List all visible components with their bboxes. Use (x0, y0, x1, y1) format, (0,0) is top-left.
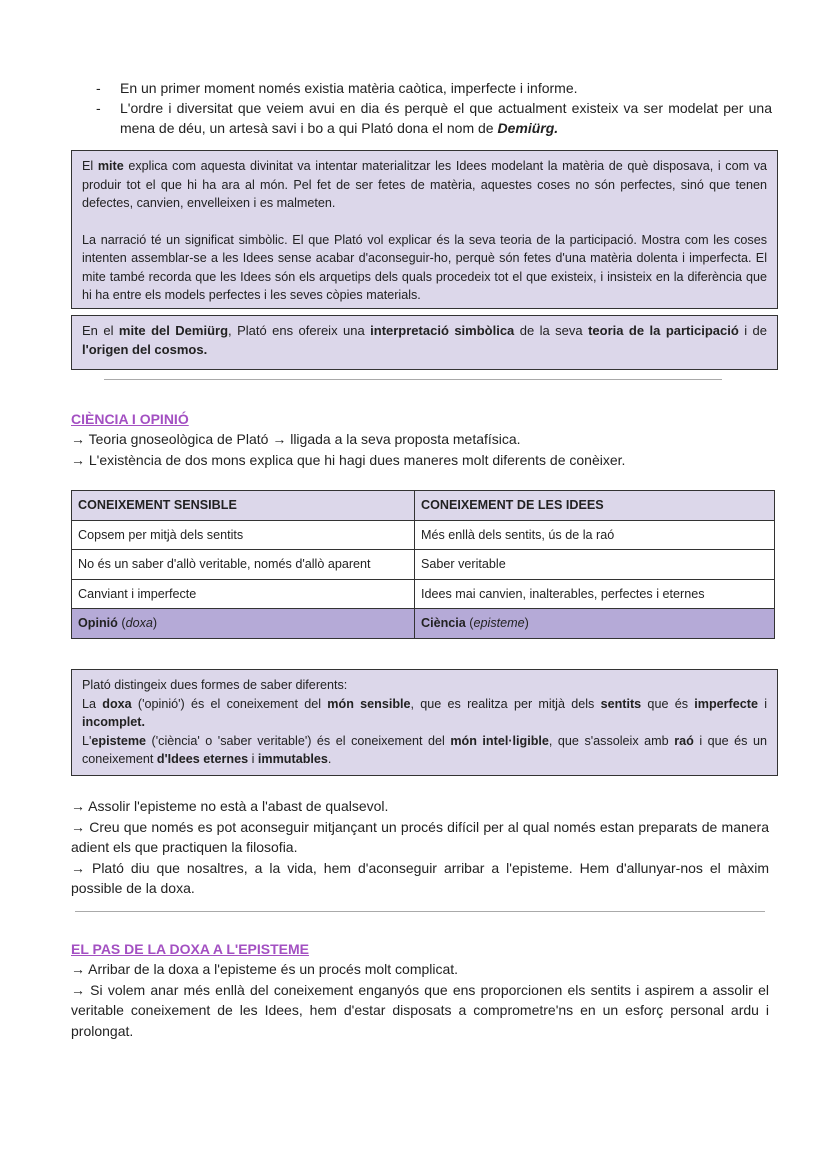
text-run: raó (674, 733, 694, 748)
table-row (72, 579, 775, 609)
text-run: d'Idees eternes (156, 752, 249, 766)
text-run: món intel·ligible (450, 733, 549, 748)
text-run: Opinió (78, 616, 118, 631)
knowledge-comparison-table (71, 490, 775, 639)
text-run: ( (117, 616, 126, 631)
box-paragraph (82, 676, 767, 695)
text-run: sentits (600, 696, 642, 711)
text-run: En el (82, 323, 119, 338)
text-run: El (82, 159, 98, 173)
table-cell: Idees mai canvien, inalterables, perfectes i eternes (415, 579, 775, 609)
text-run: → Assolir l'episteme no està a l'abast de qualsevol. (71, 798, 389, 814)
text-run: món sensible (327, 696, 411, 711)
box-paragraph (82, 157, 767, 213)
box-paragraph (82, 695, 767, 732)
text-run: i (757, 696, 768, 711)
text-run: → L'existència de dos mons explica que hi hagi dues maneres molt diferents de conèixer. (71, 451, 626, 468)
text-run: → Arribar de la doxa a l'episteme és un procés molt complicat. (71, 961, 459, 977)
table-cell: Saber veritable (415, 550, 775, 580)
text-run: episteme (91, 733, 147, 748)
text-run: explica com aquesta divinitat va intentar materialitzar les Idees modelant la matèria de què disposava, i com va produir tot el que hi ha ara al món. Pel fet de ser fetes de matèria, aquestes coses no són perfectes, sinó que tenen defectes, canvien, envelleixen i es malmeten. (82, 159, 767, 210)
divider (104, 379, 722, 380)
text-run: episteme (473, 616, 525, 631)
section-heading-ciencia-opinio: CIÈNCIA I OPINIÓ (71, 411, 189, 427)
box-paragraph (82, 732, 767, 769)
text-run: interpretació simbòlica (370, 323, 515, 338)
arrow-line (71, 817, 769, 858)
text-run: La (82, 696, 103, 711)
text-run: ) (152, 616, 158, 631)
text-run: L'ordre i diversitat que veiem avui en dia és perquè el que actualment existeix va ser modelat per una mena de déu, un artesà savi i bo a qui Plató dona el nom de (120, 100, 772, 136)
text-run: que és (641, 696, 695, 711)
text-run: immutables (257, 752, 328, 766)
text-run: → Creu que només es pot aconseguir mitjançant un procés difícil per al qual només estan preparats de manera adient els que practiquen la filosofia. (71, 818, 769, 855)
doxa-episteme-box (71, 669, 778, 776)
bullet-item (92, 98, 772, 138)
table-footer-row (72, 609, 775, 639)
intro-bullet-list (92, 78, 772, 138)
text-run: doxa (102, 696, 132, 711)
text-run: mite del Demiürg (118, 323, 229, 338)
text-run: → Si volem anar més enllà del coneixement enganyós que ens proporcionen els sentits i aspirem a assolir el veritable coneixement de les Idees, hem d'estar disposats a comprometre'ns en un esforç personal ardu i prolongat. (71, 981, 769, 1039)
text-run: , Plató ens ofereix una (228, 323, 371, 338)
text-run: de la seva (514, 323, 589, 338)
table-footer-cell (415, 609, 775, 639)
table-footer-cell (72, 609, 415, 639)
table-header-cell: CONEIXEMENT DE LES IDEES (415, 491, 775, 521)
arrow-line (71, 429, 769, 450)
text-run: → Plató diu que nosaltres, a la vida, hem d'aconseguir arribar a l'episteme. Hem d'allunyar-nos el màxim possible de la doxa. (71, 859, 769, 896)
text-run: incomplet. (82, 715, 145, 729)
table-row (72, 520, 775, 550)
table-header-cell: CONEIXEMENT SENSIBLE (72, 491, 415, 521)
text-run: , que s'assoleix amb (548, 733, 675, 748)
box-paragraph (82, 322, 767, 359)
arrow-line (71, 796, 769, 817)
text-run: i de (738, 323, 768, 338)
text-run: Plató distingeix dues formes de saber diferents: (82, 678, 348, 692)
section2-lines (71, 959, 769, 1041)
box-paragraph (82, 231, 767, 305)
text-run: teoria de la participació (588, 323, 739, 338)
table-cell: Canviant i imperfecte (72, 579, 415, 609)
arrow-line (71, 980, 769, 1042)
text-run: Ciència (421, 616, 466, 631)
episteme-lines (71, 796, 769, 899)
text-run: i que és un coneixement (82, 733, 767, 766)
text-run: , que es realitza per mitjà dels (410, 696, 601, 711)
text-run: Demiürg. (497, 120, 559, 136)
text-run: . (327, 752, 332, 766)
text-run: La narració té un significat simbòlic. El que Plató vol explicar és la seva teoria de la participació. Mostra com les coses intenten assemblar-se a les Idees sense acabar d'aconseguir-ho, perquè són fetes d'una matèria dolenta i imperfecta. El mite també recorda que les Idees són els arquetips dels quals procedeix tot el que existeix, i insisteix en la diferència que hi ha entre els models perfectes i les seves còpies materials. (82, 232, 767, 302)
text-run: mite (97, 159, 124, 173)
table-row (72, 550, 775, 580)
text-run: doxa (125, 616, 153, 631)
text-run: L' (82, 733, 92, 748)
arrow-line (71, 450, 769, 471)
text-run: imperfecte (694, 696, 758, 711)
bullet-item (92, 78, 772, 98)
arrow-line (71, 858, 769, 899)
text-run: ('ciència' o 'saber veritable') és el coneixement del (146, 733, 451, 748)
table-cell: Més enllà dels sentits, ús de la raó (415, 520, 775, 550)
divider (75, 911, 765, 912)
text-run: l'origen del cosmos. (82, 341, 208, 357)
text-run: → Teoria gnoseològica de Plató → lligada a la seva proposta metafísica. (71, 431, 521, 447)
text-run: ('opinió') és el coneixement del (131, 696, 328, 711)
section1-lines (71, 429, 769, 470)
myth-summary-box (71, 315, 778, 370)
text-run: En un primer moment només existia matèria caòtica, imperfecte i informe. (120, 80, 578, 96)
arrow-line (71, 959, 769, 980)
myth-explanation-box (71, 150, 778, 309)
text-run: i (248, 752, 258, 766)
text-run: ) (524, 616, 529, 631)
table-cell: Copsem per mitjà dels sentits (72, 520, 415, 550)
section-heading-pas-doxa-episteme: EL PAS DE LA DOXA A L'EPISTEME (71, 941, 309, 957)
table-cell: No és un saber d'allò veritable, només d'allò aparent (72, 550, 415, 580)
table-header-row (72, 491, 775, 521)
text-run: ( (465, 616, 474, 631)
